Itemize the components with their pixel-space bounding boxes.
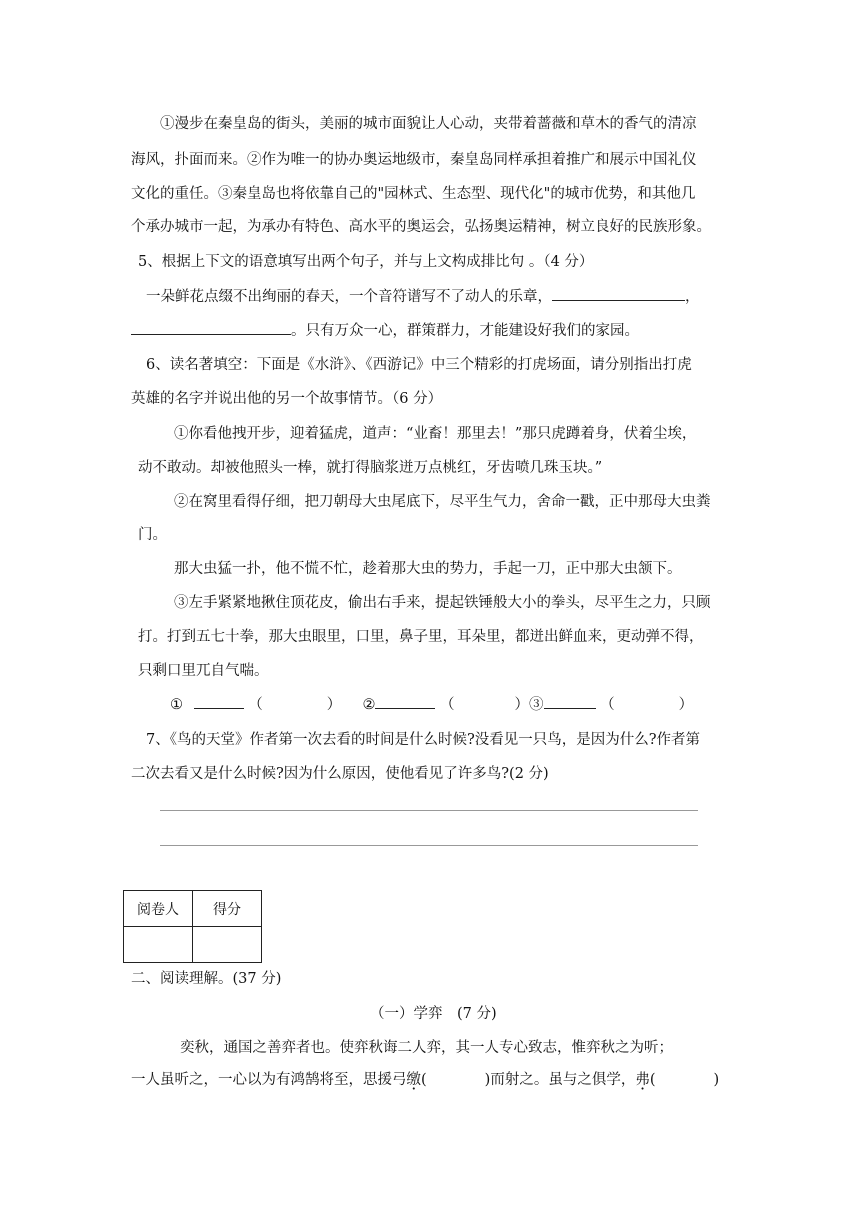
question-5-line-2 [131, 319, 639, 340]
grader-header: 阅卷人 [124, 891, 193, 927]
paren-close: ） [678, 697, 694, 713]
excerpt-1a: ①你看他拽开步，迎着猛虎，道声：“业畜！那里去！”那只虎蹲着身，伏着尘埃， [174, 426, 697, 442]
answer-line-1[interactable] [160, 810, 698, 811]
score-header: 得分 [193, 891, 262, 927]
text-part-a: 一人虽听之，一心以为有鸿鹄将至，思援弓 [131, 1072, 407, 1088]
paren-open: （ [248, 697, 263, 713]
score-table [123, 890, 262, 963]
score-cell[interactable] [193, 927, 262, 963]
passage-line-1: ①漫步在秦皇岛的街头，美丽的城市面貌让人心动，夹带着蔷薇和草木的香气的清凉 [160, 116, 697, 132]
answer-mark-2: ② [362, 697, 376, 713]
question-6-prompt-1: 6、读名著填空：下面是《水浒》、《西游记》中三个精彩的打虎场面，请分别指出打虎 [146, 357, 692, 373]
passage-line-2: 海风，扑面而来。②作为唯一的协办奥运地级市，秦皇岛同样承担着推广和展示中国礼仪 [131, 152, 697, 168]
question-7-prompt-2: 二次去看又是什么时候?因为什么原因，使他看见了许多鸟?(2 分) [131, 766, 549, 782]
answer-blank[interactable] [131, 334, 291, 335]
answer-blank-name-2[interactable] [375, 708, 435, 709]
question-6-prompt-2: 英雄的名字并说出他的另一个故事情节。（6 分） [131, 391, 443, 407]
excerpt-2c: 那大虫猛一扑，他不慌不忙，趁着那大虫的势力，手起一刀，正中那大虫颔下。 [174, 561, 682, 577]
answer-line-2[interactable] [160, 845, 698, 846]
question-6-answers [170, 693, 693, 714]
excerpt-3b: 打。打到五七十拳，那大虫眼里，口里，鼻子里，耳朵里，都迸出鲜血来，更动弹不得， [138, 629, 704, 645]
excerpt-2a: ②在窝里看得仔细，把刀朝母大虫尾底下，尽平生气力，舍命一戳，正中那母大虫粪 [174, 494, 711, 510]
excerpt-3c: 只剩口里兀自气喘。 [138, 663, 269, 679]
answer-mark-3: ③ [529, 697, 544, 713]
paren-close: ） [326, 697, 342, 713]
question-7-prompt-1: 7、《鸟的天堂》作者第一次去看的时间是什么时候?没看见一只鸟，是因为什么?作者第 [146, 732, 701, 748]
excerpt-3a: ③左手紧紧地揪住顶花皮，偷出右手来，提起铁锤般大小的拳头，尽平生之力，只顾 [174, 595, 711, 611]
comma: ， [685, 289, 700, 305]
excerpt-2b: 门。 [138, 527, 167, 543]
dotted-char-jiao: 缴 [406, 1072, 421, 1088]
answer-blank-name-1[interactable] [194, 708, 244, 709]
grader-cell[interactable] [124, 927, 193, 963]
classical-text-line-1: 奕秋，通国之善弈者也。使弈秋诲二人弈，其一人专心致志，惟弈秋之为听； [180, 1040, 673, 1056]
answer-mark-1: ① [170, 697, 183, 713]
dotted-char-fu: 弗 [635, 1072, 650, 1088]
question-5-text: 一朵鲜花点缀不出绚丽的春天，一个音符谱写不了动人的乐章， [146, 289, 552, 305]
paren-close: ） [514, 697, 530, 713]
passage-line-3: 文化的重任。③秦皇岛也将依靠自己的"园林式、生态型、现代化"的城市优势，和其他几 [131, 186, 696, 202]
classical-text-line-2 [131, 1068, 719, 1089]
question-5-text-2: 。只有万众一心，群策群力，才能建设好我们的家园。 [291, 323, 639, 339]
question-5-line-1 [146, 285, 700, 306]
section-2-subheading: （一）学弈 (7 分) [370, 1006, 497, 1022]
excerpt-1b: 动不敢动。却被他照头一棒，就打得脑浆迸万点桃红，牙齿喷几珠玉块。” [138, 460, 603, 476]
section-2-heading: 二、阅读理解。(37 分) [131, 971, 282, 987]
paren-open: （ [440, 697, 455, 713]
text-part-c: ( ) [649, 1072, 720, 1088]
question-5-prompt: 5、根据上下文的语意填写出两个句子，并与上文构成排比句 。（4 分） [138, 254, 594, 270]
answer-blank-name-3[interactable] [544, 708, 596, 709]
passage-line-4: 个承办城市一起，为承办有特色、高水平的奥运会，弘扬奥运精神，树立良好的民族形象。 [131, 219, 711, 235]
answer-blank[interactable] [552, 300, 685, 301]
text-part-b: ( )而射之。虽与之俱学， [421, 1072, 636, 1088]
paren-open: （ [600, 697, 615, 713]
